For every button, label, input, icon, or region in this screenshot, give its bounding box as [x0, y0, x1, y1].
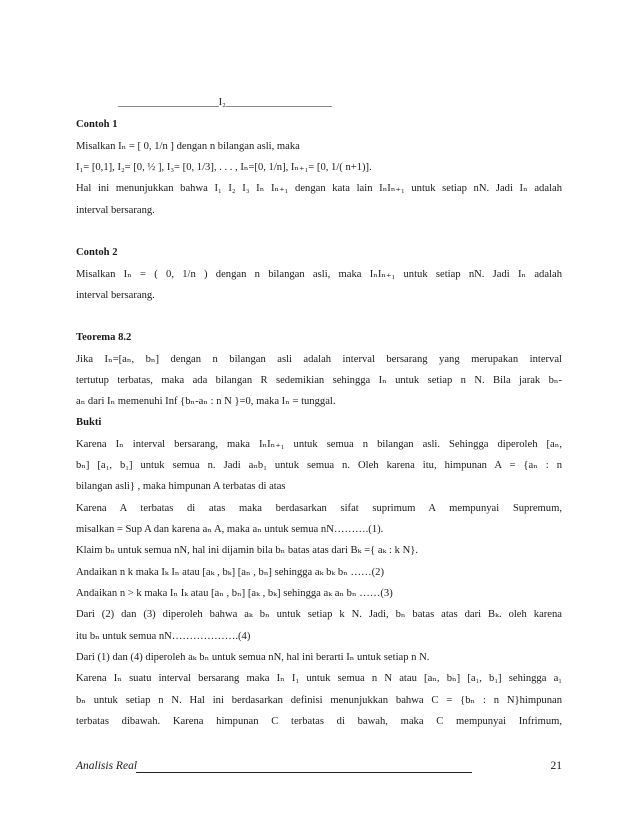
- proof-line-10: itu bₙ untuk semua nN……………….(4): [76, 631, 251, 642]
- proof-line-3: bilangan asli} , maka himpunan A terbatas di atas: [76, 481, 286, 492]
- top-separator-line: ___________________I₂____________________: [118, 97, 332, 108]
- proof-line-14: terbatas dibawah. Karena himpunan C terbatas di bawah, maka C mempunyai Infrimum,: [76, 716, 562, 727]
- proof-line-9: Dari (2) dan (3) diperoleh bahwa aₖ bₙ untuk setiap k N. Jadi, bₙ batas atas dari Bₖ. oleh karena: [76, 609, 562, 620]
- proof-line-5: misalkan = Sup A dan karena aₙ A, maka aₙ untuk semua nN……….(1).: [76, 524, 384, 535]
- theorem-line-2: tertutup terbatas, maka ada bilangan R sedemikian sehingga Iₙ untuk setiap n N. Bila jarak bₙ-: [76, 375, 562, 386]
- example1-line-1: Misalkan Iₙ = [ 0, 1/n ] dengan n bilangan asli, maka: [76, 141, 300, 152]
- proof-line-11: Dari (1) dan (4) diperoleh aₖ bₙ untuk semua nN, hal ini berarti Iₙ untuk setiap n N.: [76, 652, 430, 663]
- proof-line-6: Klaim bₙ untuk semua nN, hal ini dijamin bila bₙ batas atas dari Bₖ ={ aₖ : k N}.: [76, 545, 418, 556]
- proof-line-13: bₙ untuk setiap n N. Hal ini berdasarkan definisi menunjukkan bahwa C = {bₙ : n N}himpunan: [76, 695, 562, 706]
- example2-title: Contoh 2: [76, 247, 118, 258]
- example2-line-2: interval bersarang.: [76, 290, 155, 301]
- proof-line-2: bₙ] [a₁, b₁] untuk semua n. Jadi aₙb₁ untuk semua n. Oleh karena itu, himpunan A = {aₙ : n: [76, 460, 562, 471]
- example1-title: Contoh 1: [76, 119, 118, 130]
- proof-line-12: Karena Iₙ suatu interval bersarang maka Iₙ I₁ untuk semua n N atau [aₙ, bₙ] [a₁, b₁] sehingga a₁: [76, 673, 562, 684]
- proof-line-8: Andaikan n > k maka Iₙ Iₖ atau [aₙ , bₙ] [aₖ , bₖ] sehingga aₖ aₙ bₙ ……(3): [76, 588, 393, 599]
- proof-title: Bukti: [76, 417, 102, 428]
- example1-line-4: interval bersarang.: [76, 205, 155, 216]
- theorem-title: Teorema 8.2: [76, 332, 132, 343]
- example2-line-1: Misalkan Iₙ = ( 0, 1/n ) dengan n bilangan asli, maka IₙIₙ₊₁ untuk setiap nN. Jadi Iₙ adalah: [76, 269, 562, 280]
- page-number: 21: [550, 760, 562, 772]
- footer-rule: [136, 772, 472, 773]
- theorem-line-3: aₙ dari Iₙ memenuhi Inf {bₙ-aₙ : n N }=0, maka Iₙ = tunggal.: [76, 396, 336, 407]
- page-footer: [76, 760, 562, 776]
- proof-line-1: Karena Iₙ interval bersarang, maka IₙIₙ₊₁ untuk semua n bilangan asli. Sehingga diperoleh [aₙ,: [76, 439, 562, 450]
- footer-title: Analisis Real: [76, 760, 138, 772]
- proof-line-7: Andaikan n k maka Iₖ Iₙ atau [aₖ , bₖ] [aₙ , bₙ] sehingga aₖ bₖ bₙ ……(2): [76, 567, 384, 578]
- theorem-line-1: Jika Iₙ=[aₙ, bₙ] dengan n bilangan asli adalah interval bersarang yang merupakan interval: [76, 354, 562, 365]
- proof-line-4: Karena A terbatas di atas maka berdasarkan sifat suprimum A mempunyai Supremum,: [76, 503, 562, 514]
- example1-line-3: Hal ini menunjukkan bahwa I₁ I₂ I₃ Iₙ Iₙ₊₁ dengan kata lain IₙIₙ₊₁ untuk setiap nN. Jadi Iₙ adalah: [76, 183, 562, 194]
- example1-line-2: I₁= [0,1], I₂= [0, ½ ], I₃= [0, 1/3], . . . , Iₙ=[0, 1/n], Iₙ₊₁= [0, 1/( n+1)].: [76, 162, 372, 173]
